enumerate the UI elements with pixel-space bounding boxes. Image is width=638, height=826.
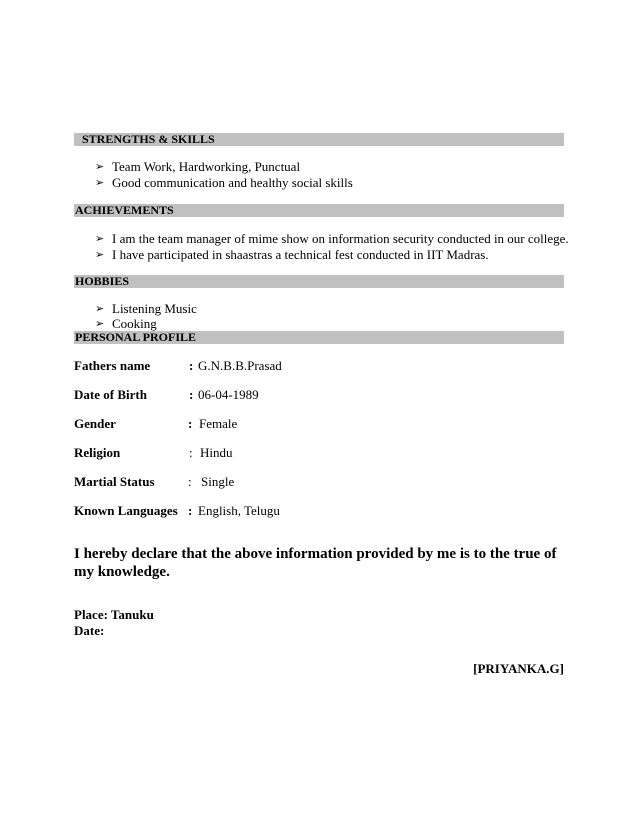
achievement-text: I have participated in shaastras a technical fest conducted in IIT Madras. (112, 247, 489, 262)
strength-text: Team Work, Hardworking, Punctual (112, 159, 301, 174)
profile-colon: : (188, 474, 192, 489)
profile-label: Gender (74, 416, 116, 431)
profile-row-religion (74, 445, 554, 461)
hobbies-header: HOBBIES (74, 275, 564, 288)
profile-row-known-languages (74, 503, 554, 519)
hobbies-list (95, 301, 197, 331)
profile-value: English, Telugu (198, 503, 280, 518)
achievements-header: ACHIEVEMENTS (74, 204, 564, 217)
profile-value: Female (199, 416, 238, 431)
profile-label: Religion (74, 445, 121, 460)
achievement-text: I am the team manager of mime show on information security conducted in our college. (112, 231, 569, 246)
profile-value: Hindu (200, 445, 233, 460)
hobby-text: Listening Music (112, 301, 197, 316)
profile-label: Martial Status (74, 474, 155, 489)
declaration-text: I hereby declare that the above information provided by me is to the true of my knowledge. (74, 546, 557, 580)
list-item (95, 159, 353, 175)
profile-label: Fathers name (74, 358, 151, 373)
arrow-bullet-icon: ➢ (95, 176, 105, 189)
profile-row-martial-status (74, 474, 554, 490)
list-item (95, 301, 197, 316)
profile-value: 06-04-1989 (198, 387, 259, 402)
strengths-list (95, 159, 353, 191)
list-item (95, 316, 197, 331)
profile-value: Single (201, 474, 235, 489)
arrow-bullet-icon: ➢ (95, 160, 105, 173)
achievements-list (95, 231, 569, 263)
profile-row-gender (74, 416, 554, 432)
place-line: Place: Tanuku (74, 607, 154, 622)
arrow-bullet-icon: ➢ (95, 232, 105, 245)
signature-name: [PRIYANKA.G] (473, 661, 564, 676)
list-item (95, 231, 569, 247)
arrow-bullet-icon: ➢ (95, 317, 105, 330)
strengths-header: STRENGTHS & SKILLS (74, 133, 564, 146)
arrow-bullet-icon: ➢ (95, 248, 105, 261)
hobby-text: Cooking (112, 316, 157, 331)
profile-row-date-of-birth (74, 387, 554, 403)
profile-row-fathers-name (74, 358, 554, 374)
profile-value: G.N.B.B.Prasad (198, 358, 282, 373)
list-item (95, 247, 569, 263)
list-item (95, 175, 353, 191)
profile-colon: : (189, 358, 194, 373)
profile-label: Known Languages (74, 503, 178, 518)
profile-label: Date of Birth (74, 387, 147, 402)
arrow-bullet-icon: ➢ (95, 302, 105, 315)
profile-colon: : (189, 387, 194, 402)
profile-colon: : (189, 445, 193, 460)
profile-header: PERSONAL PROFILE (74, 331, 564, 344)
profile-colon: : (188, 503, 193, 518)
profile-colon: : (188, 416, 193, 431)
date-line: Date: (74, 623, 105, 638)
strength-text: Good communication and healthy social skills (112, 175, 353, 190)
